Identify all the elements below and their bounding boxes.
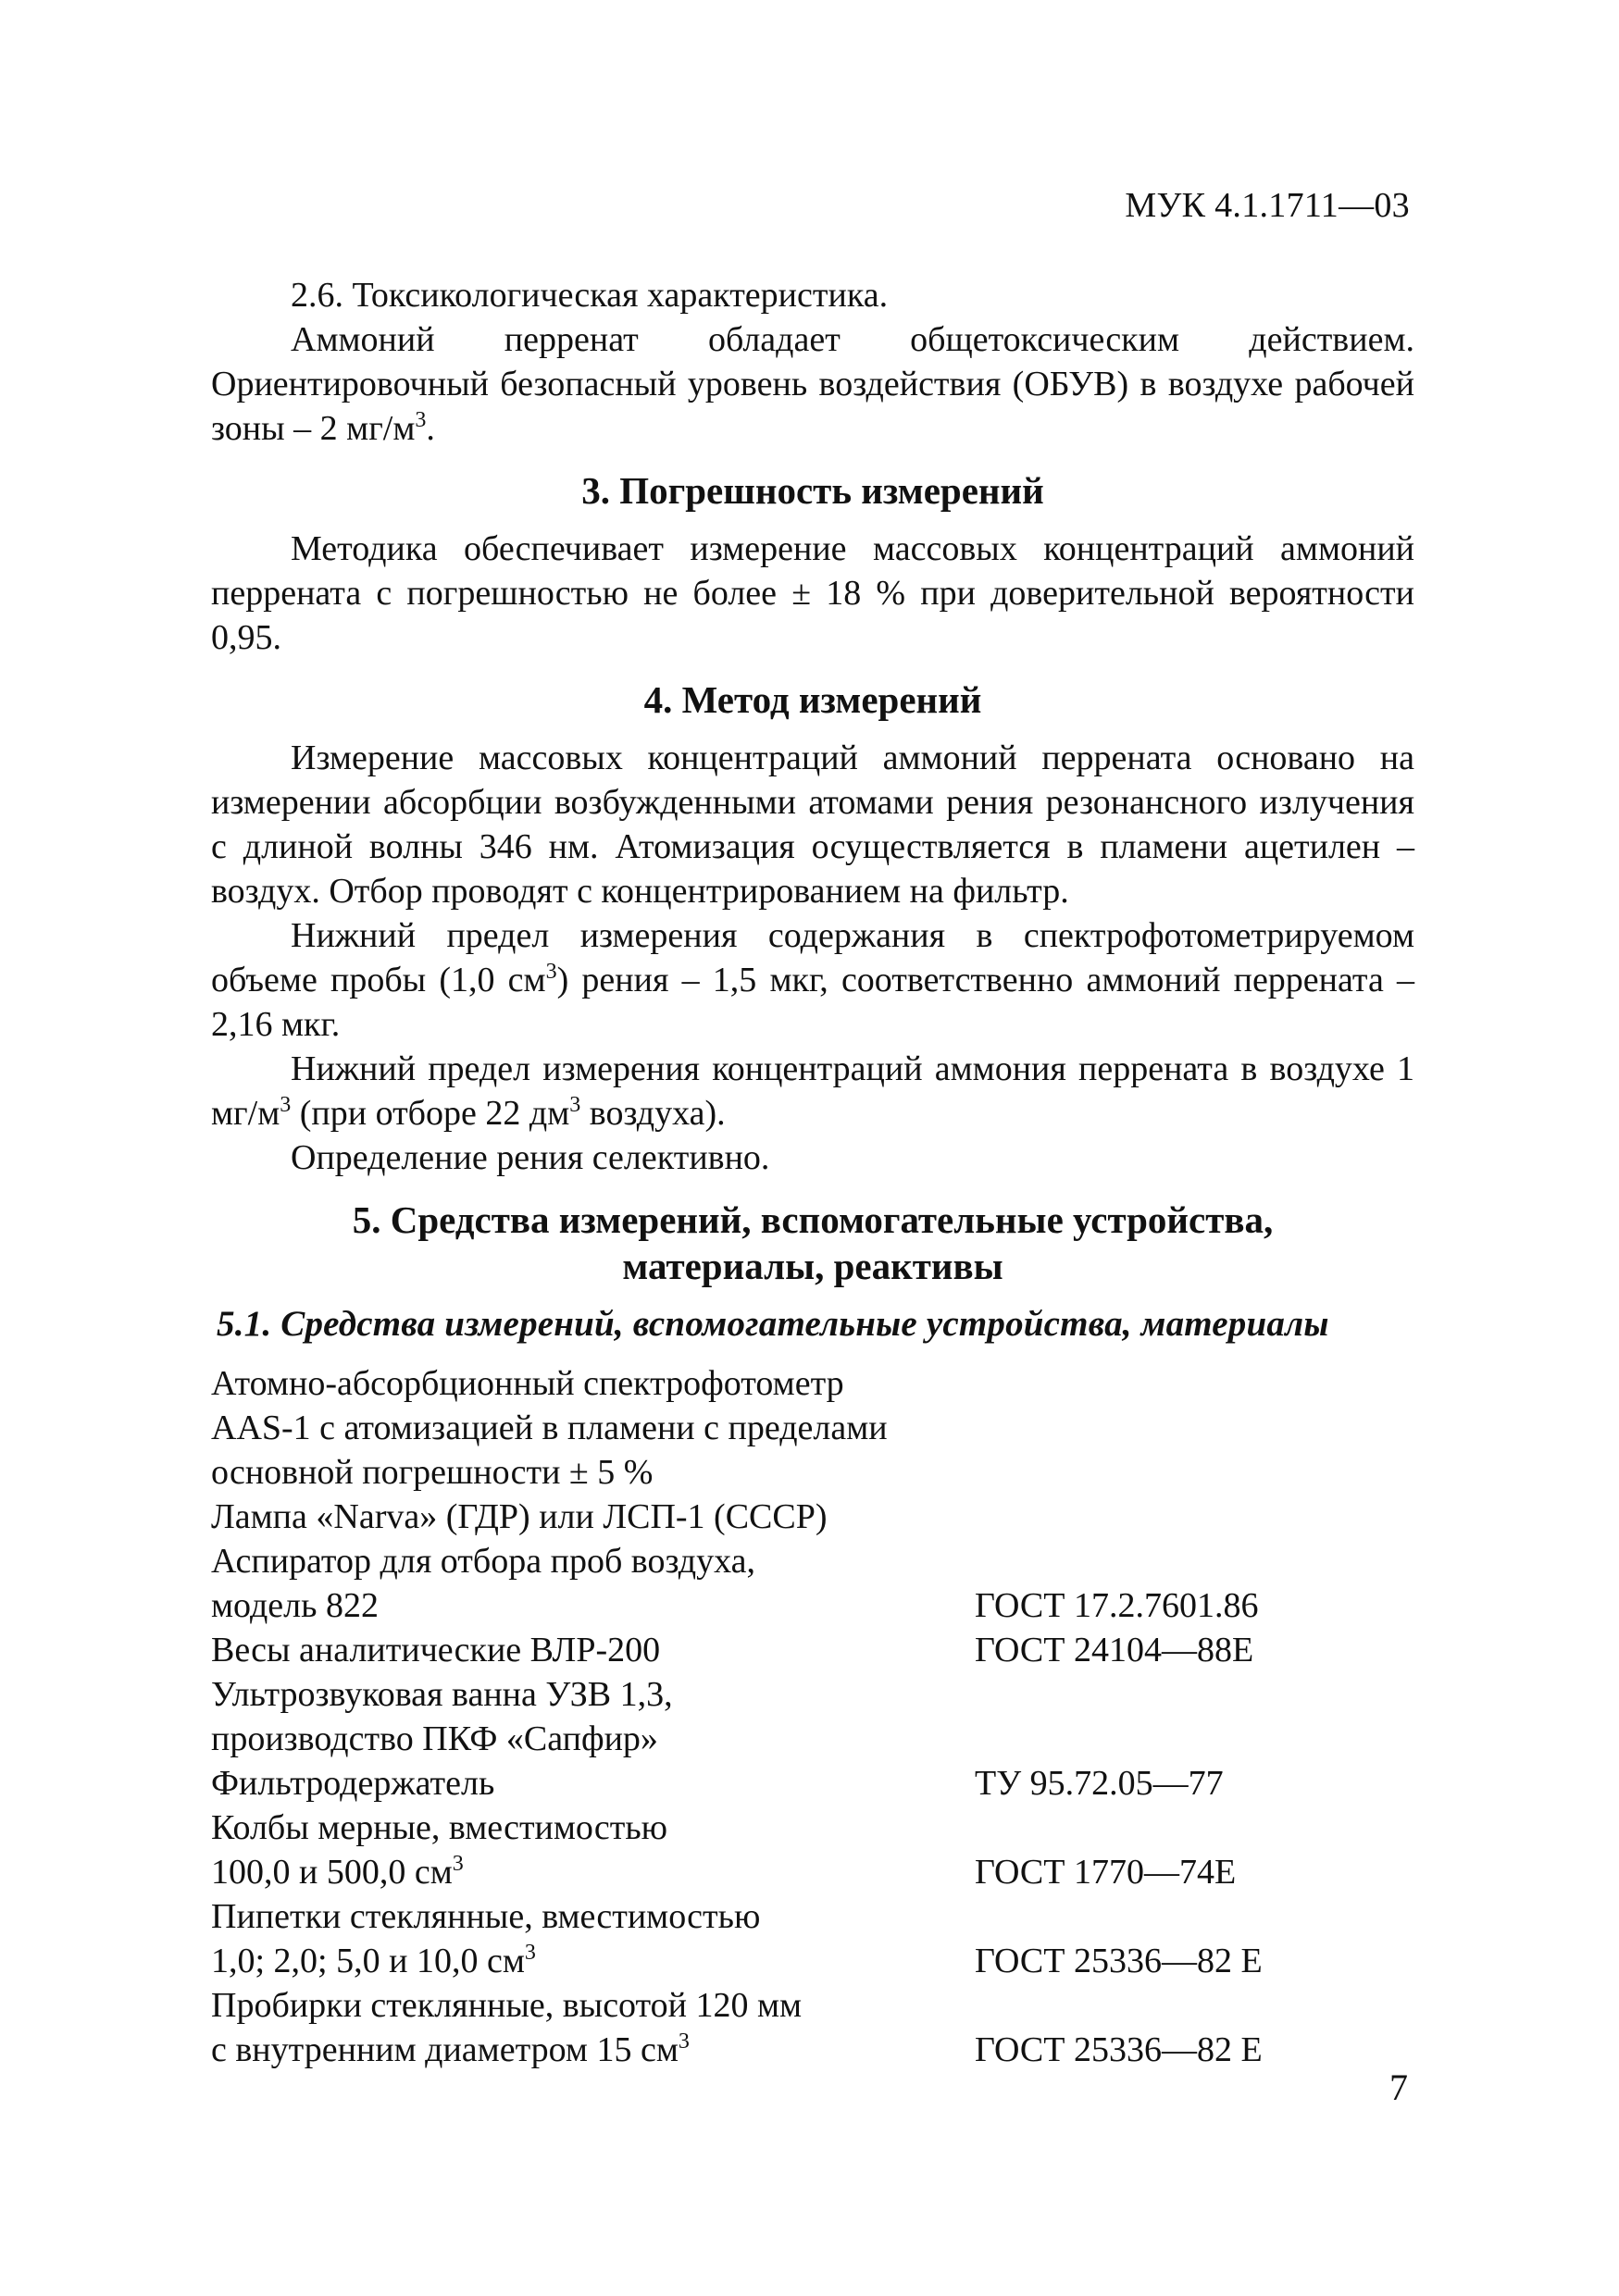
section-3-text: Методика обеспечивает измерение массовых концентраций аммоний перрената с погрешностью не более ± 18 % при доверительной вероятности 0,95.: [211, 529, 1414, 657]
section-4-para1: Измерение массовых концентраций аммоний перрената основано на измерении абсорбции возбужденными атомами рения резонансного излучения с длиной волны 346 нм. Атомизация осуществляется в пламени ацетилен – воздух. Отбор проводят с концентрированием на фильтр.: [211, 738, 1414, 911]
equipment-standard: ГОСТ 25336—82 Е: [975, 2030, 1263, 2069]
equipment-item-line: Фильтродержатель: [211, 1764, 495, 1803]
equipment-item: [211, 1539, 975, 1628]
equipment-item-line: Пипетки стеклянные, вместимостью: [211, 1897, 761, 1936]
equipment-row: [211, 1761, 1414, 1806]
equipment-standard: ТУ 95.72.05—77: [975, 1764, 1224, 1803]
section-5-1-subheading: 5.1. Средства измерений, вспомогательные устройства, материалы: [217, 1304, 1329, 1344]
equipment-item: [211, 1672, 975, 1761]
section-4-para3: Нижний предел измерения концентраций аммония перрената в воздухе 1 $мг/м^3$ (при отборе 22 $дм^3$ воздуха).: [211, 1049, 1414, 1133]
page-content: [211, 273, 1414, 2072]
equipment-item-line: 100,0 и 500,0 $см^3$: [211, 1852, 464, 1892]
equipment-row: [211, 1983, 1414, 2072]
equipment-item: [211, 1495, 975, 1539]
section-2-6-title: 2.6. Токсикологическая характеристика.: [291, 276, 889, 315]
equipment-standard: ГОСТ 24104—88Е: [975, 1631, 1254, 1669]
equipment-item: [211, 1361, 975, 1495]
equipment-item-line: Колбы мерные, вместимостью: [211, 1808, 668, 1847]
equipment-item: [211, 1761, 975, 1806]
section-3-heading: 3. Погрешность измерений: [581, 469, 1044, 512]
section-4-para2: Нижний предел измерения содержания в спектрофотометрируемом объеме пробы (1,0 $см^3$) рения – 1,5 мкг, соответственно аммоний перрената – 2,16 мкг.: [211, 916, 1415, 1044]
section-5-heading: 5. Средства измерений, вспомогательные устройства, материалы, реактивы: [352, 1198, 1274, 1287]
equipment-item: [211, 1628, 975, 1672]
equipment-row: [211, 1672, 1414, 1761]
equipment-item-line: основной погрешности ± 5 %: [211, 1453, 654, 1492]
equipment-item-line: 1,0; 2,0; 5,0 и 10,0 $см^3$: [211, 1941, 536, 1980]
equipment-row: [211, 1539, 1414, 1628]
equipment-row: [211, 1361, 1414, 1495]
equipment-item-line: Атомно-абсорбционный спектрофотометр: [211, 1364, 844, 1403]
equipment-row: [211, 1628, 1414, 1672]
equipment-standard: ГОСТ 17.2.7601.86: [975, 1586, 1259, 1625]
equipment-item-line: Весы аналитические ВЛР-200: [211, 1631, 661, 1669]
equipment-standard: ГОСТ 1770—74Е: [975, 1853, 1237, 1892]
equipment-row: [211, 1894, 1414, 1983]
equipment-standard: ГОСТ 25336—82 Е: [975, 1942, 1263, 1980]
section-2-6-text: Аммоний перренат обладает общетоксическим действием. Ориентировочный безопасный уровень воздействия (ОБУВ) в воздухе рабочей зоны – 2 $мг/м^3$.: [211, 320, 1414, 448]
equipment-row: [211, 1495, 1414, 1539]
equipment-item-line: AAS-1 с атомизацией в пламени с пределами: [211, 1409, 888, 1447]
equipment-list: [211, 1361, 1414, 2072]
equipment-item: [211, 1983, 975, 2072]
section-4-heading: 4. Метод измерений: [643, 678, 982, 721]
page-number: 7: [1389, 2066, 1408, 2108]
equipment-item-line: с внутренним диаметром 15 $см^3$: [211, 2029, 690, 2069]
document-code: МУК 4.1.1711—03: [1125, 186, 1410, 225]
equipment-item-line: Аспиратор для отбора проб воздуха,: [211, 1542, 755, 1581]
section-4-para4: Определение рения селективно.: [291, 1138, 770, 1177]
equipment-row: [211, 1806, 1414, 1894]
equipment-item: [211, 1894, 975, 1983]
equipment-item: [211, 1806, 975, 1894]
equipment-item-line: модель 822: [211, 1586, 379, 1625]
equipment-item-line: Лампа «Narva» (ГДР) или ЛСП-1 (СССР): [211, 1497, 828, 1536]
equipment-item-line: Пробирки стеклянные, высотой 120 мм: [211, 1986, 803, 2025]
equipment-item-line: Ультрозвуковая ванна УЗВ 1,3,: [211, 1675, 673, 1714]
equipment-item-line: производство ПКФ «Сапфир»: [211, 1719, 658, 1758]
